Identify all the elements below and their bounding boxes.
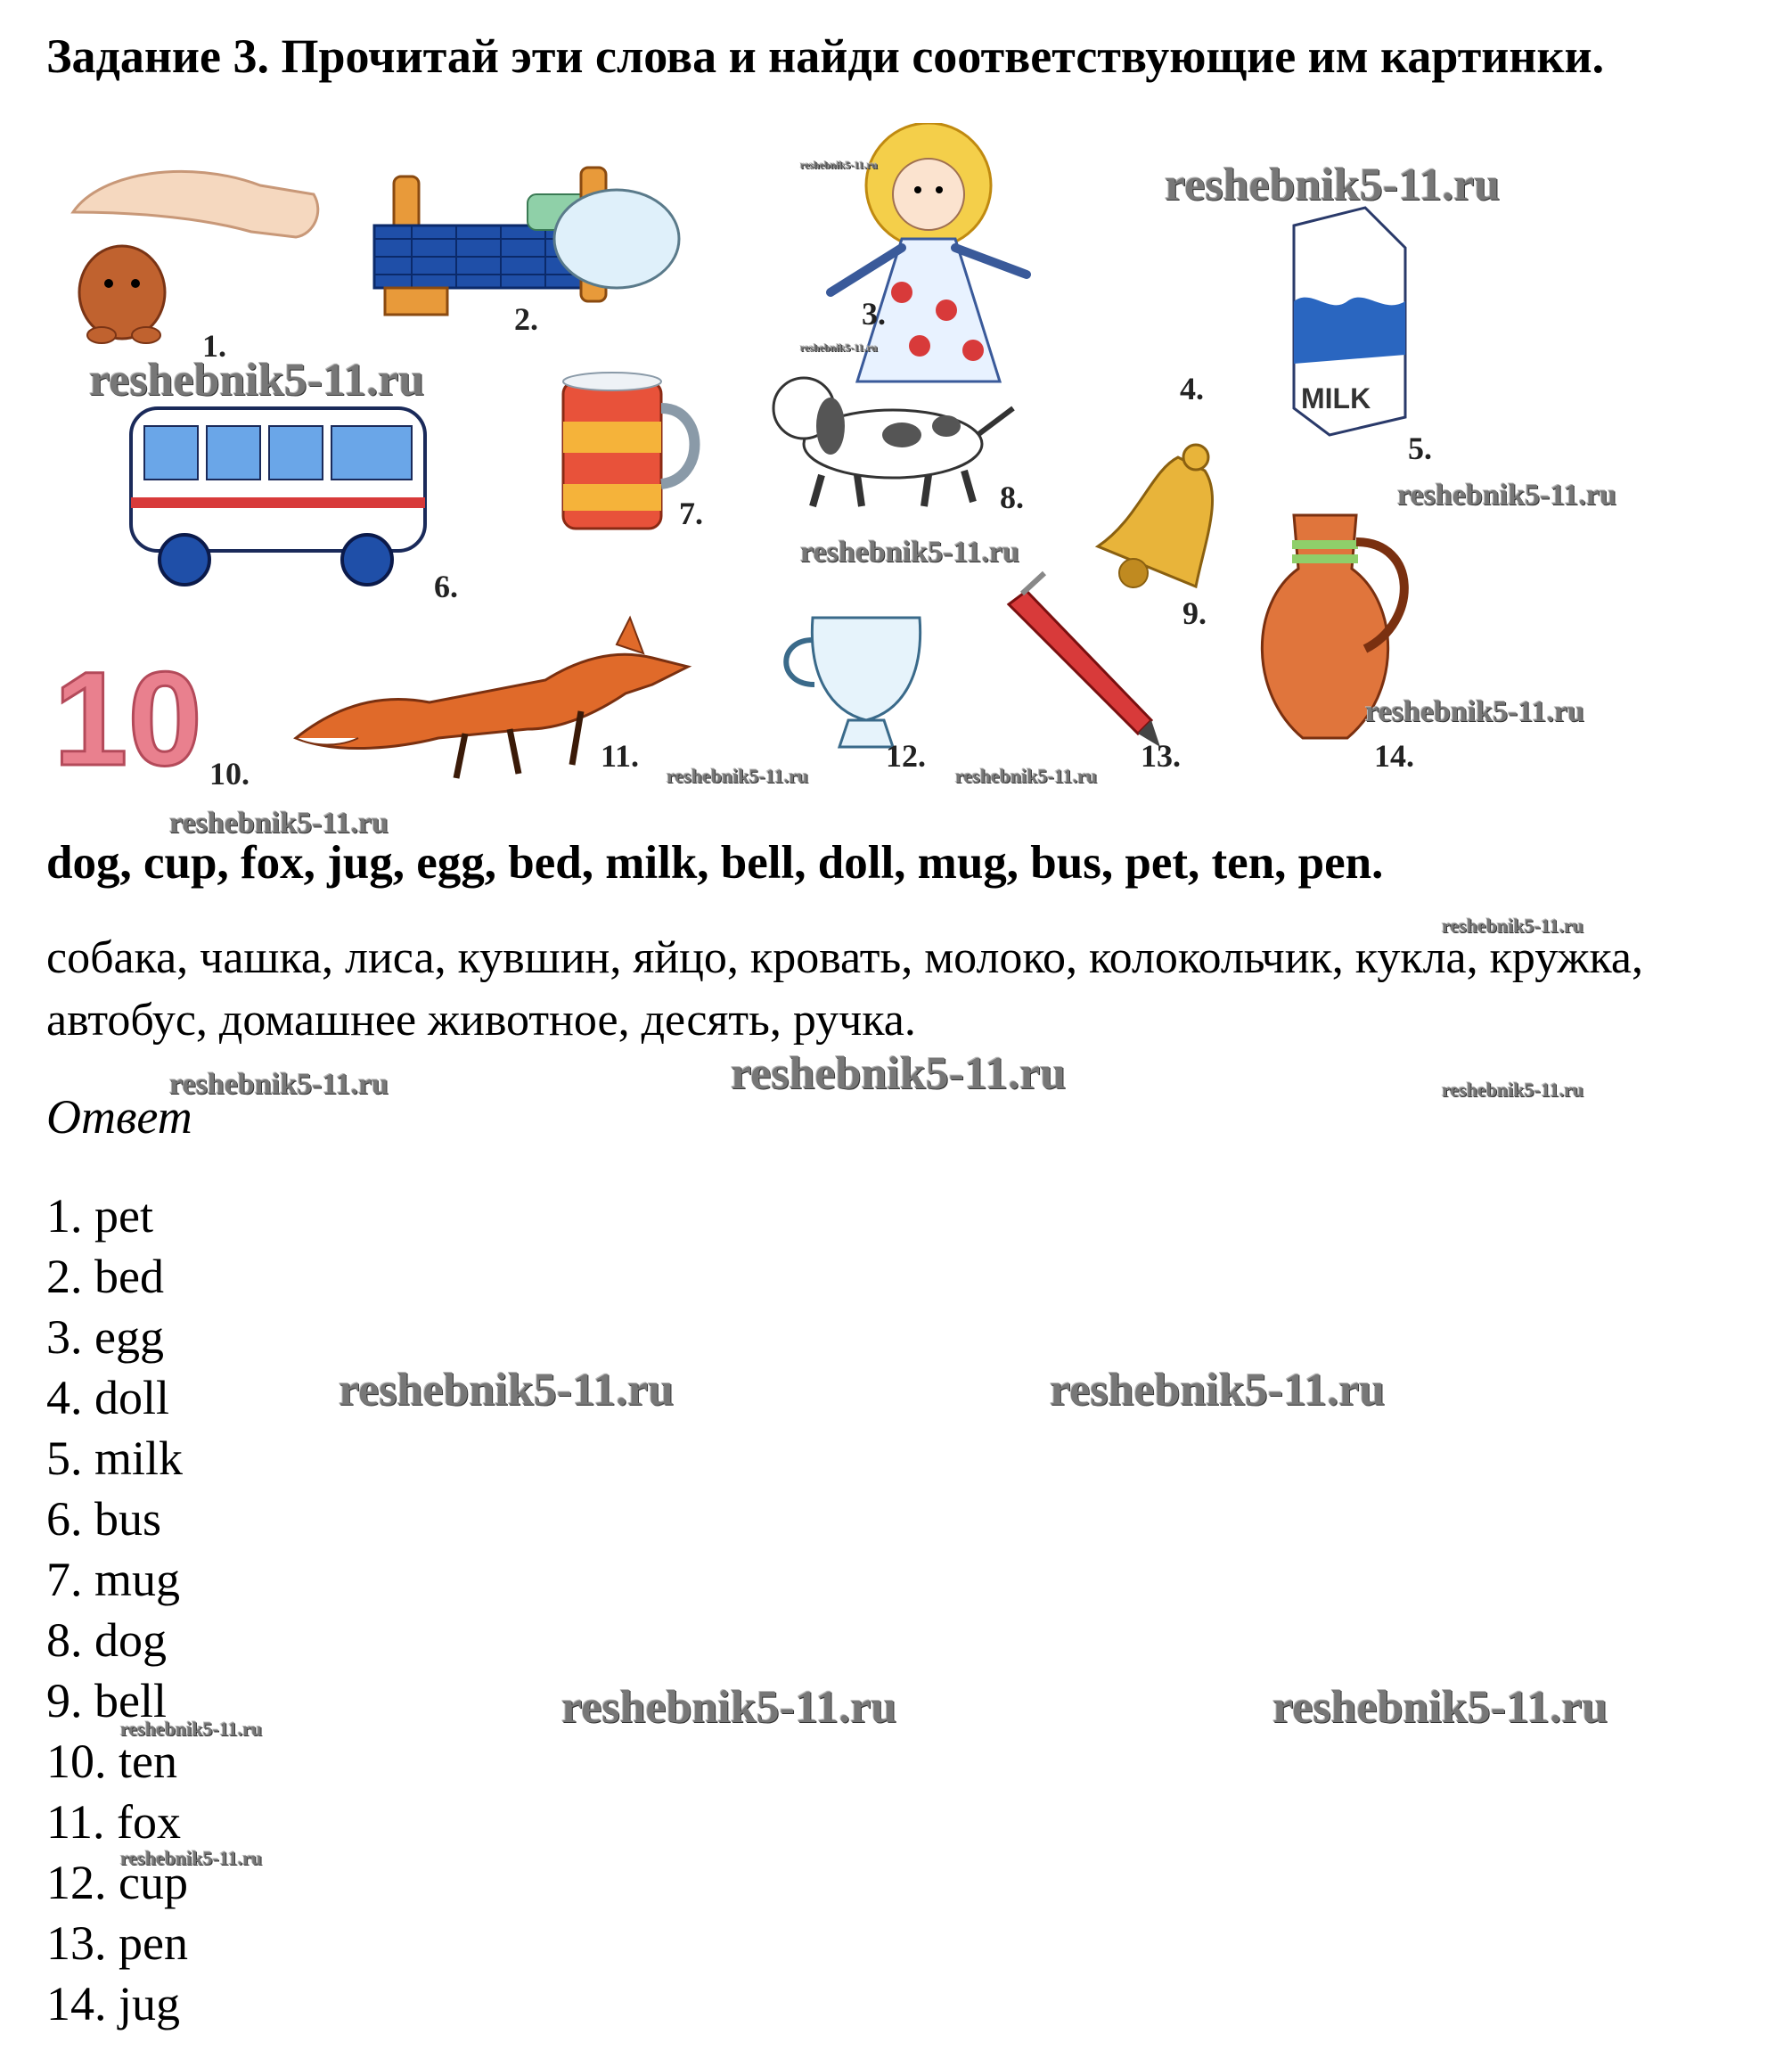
russian-word-list: собака, чашка, лиса, кувшин, яйцо, кровать, молоко, колокольчик, кукла, кружка, автобус, домашнее животное, десять, ручка.	[46, 932, 1643, 1046]
answer-item: 14. jug	[46, 1977, 181, 2030]
answer-item: 5. milk	[46, 1431, 184, 1485]
watermark: reshebnik5-11.ru	[955, 765, 1098, 787]
watermark: reshebnik5-11.ru	[1050, 1365, 1386, 1415]
watermark: reshebnik5-11.ru	[1442, 1079, 1584, 1101]
egg-picture	[554, 190, 679, 288]
watermark: reshebnik5-11.ru	[169, 1068, 389, 1101]
answer-item: 9. bell	[46, 1674, 167, 1727]
answer-item: 1. pet	[46, 1189, 153, 1243]
fig-label-2: 2.	[514, 301, 538, 337]
fig-label-7: 7.	[679, 496, 703, 531]
fig-label-12: 12.	[886, 738, 926, 774]
answer-item: 10. ten	[46, 1735, 177, 1788]
fig-label-5: 5.	[1408, 431, 1432, 466]
watermark: reshebnik5-11.ru	[800, 536, 1019, 569]
fig-label-4: 4.	[1180, 371, 1204, 406]
watermark: reshebnik5-11.ru	[169, 807, 389, 840]
fig-label-14: 14.	[1374, 738, 1414, 774]
fig-label-1: 1.	[202, 328, 226, 364]
milk-picture	[1294, 208, 1405, 435]
watermark: reshebnik5-11.ru	[561, 1682, 897, 1733]
watermark: reshebnik5-11.ru	[800, 341, 878, 354]
watermark: reshebnik5-11.ru	[1397, 479, 1616, 512]
watermark: reshebnik5-11.ru	[667, 765, 809, 787]
answer-item: 8. dog	[46, 1613, 167, 1667]
fig-label-9: 9.	[1182, 595, 1207, 631]
answer-list	[46, 1185, 188, 2034]
answer-item: 7. mug	[46, 1553, 181, 1606]
answer-item: 13. pen	[46, 1916, 188, 1970]
answer-item: 12. cup	[46, 1856, 188, 1909]
ten-number: 10	[53, 644, 202, 793]
watermark: reshebnik5-11.ru	[89, 355, 425, 406]
answer-item: 6. bus	[46, 1492, 162, 1546]
fig-label-8: 8.	[1000, 480, 1024, 515]
fig-label-10: 10.	[209, 756, 250, 792]
watermark: reshebnik5-11.ru	[1365, 695, 1584, 728]
answer-item: 2. bed	[46, 1250, 164, 1303]
answer-item: 4. doll	[46, 1371, 170, 1424]
fig-label-11: 11.	[601, 738, 640, 774]
answer-item: 11. fox	[46, 1795, 181, 1849]
fig-label-13: 13.	[1141, 738, 1181, 774]
watermark: reshebnik5-11.ru	[120, 1847, 263, 1869]
watermark: reshebnik5-11.ru	[1272, 1682, 1608, 1733]
watermark: reshebnik5-11.ru	[800, 159, 878, 171]
task-title: Задание 3. Прочитай эти слова и найди соответствующие им картинки.	[46, 29, 1605, 83]
answer-item: 3. egg	[46, 1310, 164, 1364]
watermark: reshebnik5-11.ru	[1165, 160, 1501, 210]
watermark: reshebnik5-11.ru	[1442, 915, 1584, 937]
answer-heading: Ответ	[46, 1090, 192, 1144]
watermark: reshebnik5-11.ru	[339, 1365, 675, 1415]
milk-text: MILK	[1301, 382, 1371, 414]
fig-label-6: 6.	[434, 569, 458, 604]
fig-label-3: 3.	[862, 296, 886, 332]
watermark: reshebnik5-11.ru	[120, 1718, 263, 1740]
watermark: reshebnik5-11.ru	[731, 1048, 1067, 1099]
english-word-list: dog, cup, fox, jug, egg, bed, milk, bell, doll, mug, bus, pet, ten, pen.	[46, 837, 1384, 889]
illustration	[46, 123, 1456, 793]
